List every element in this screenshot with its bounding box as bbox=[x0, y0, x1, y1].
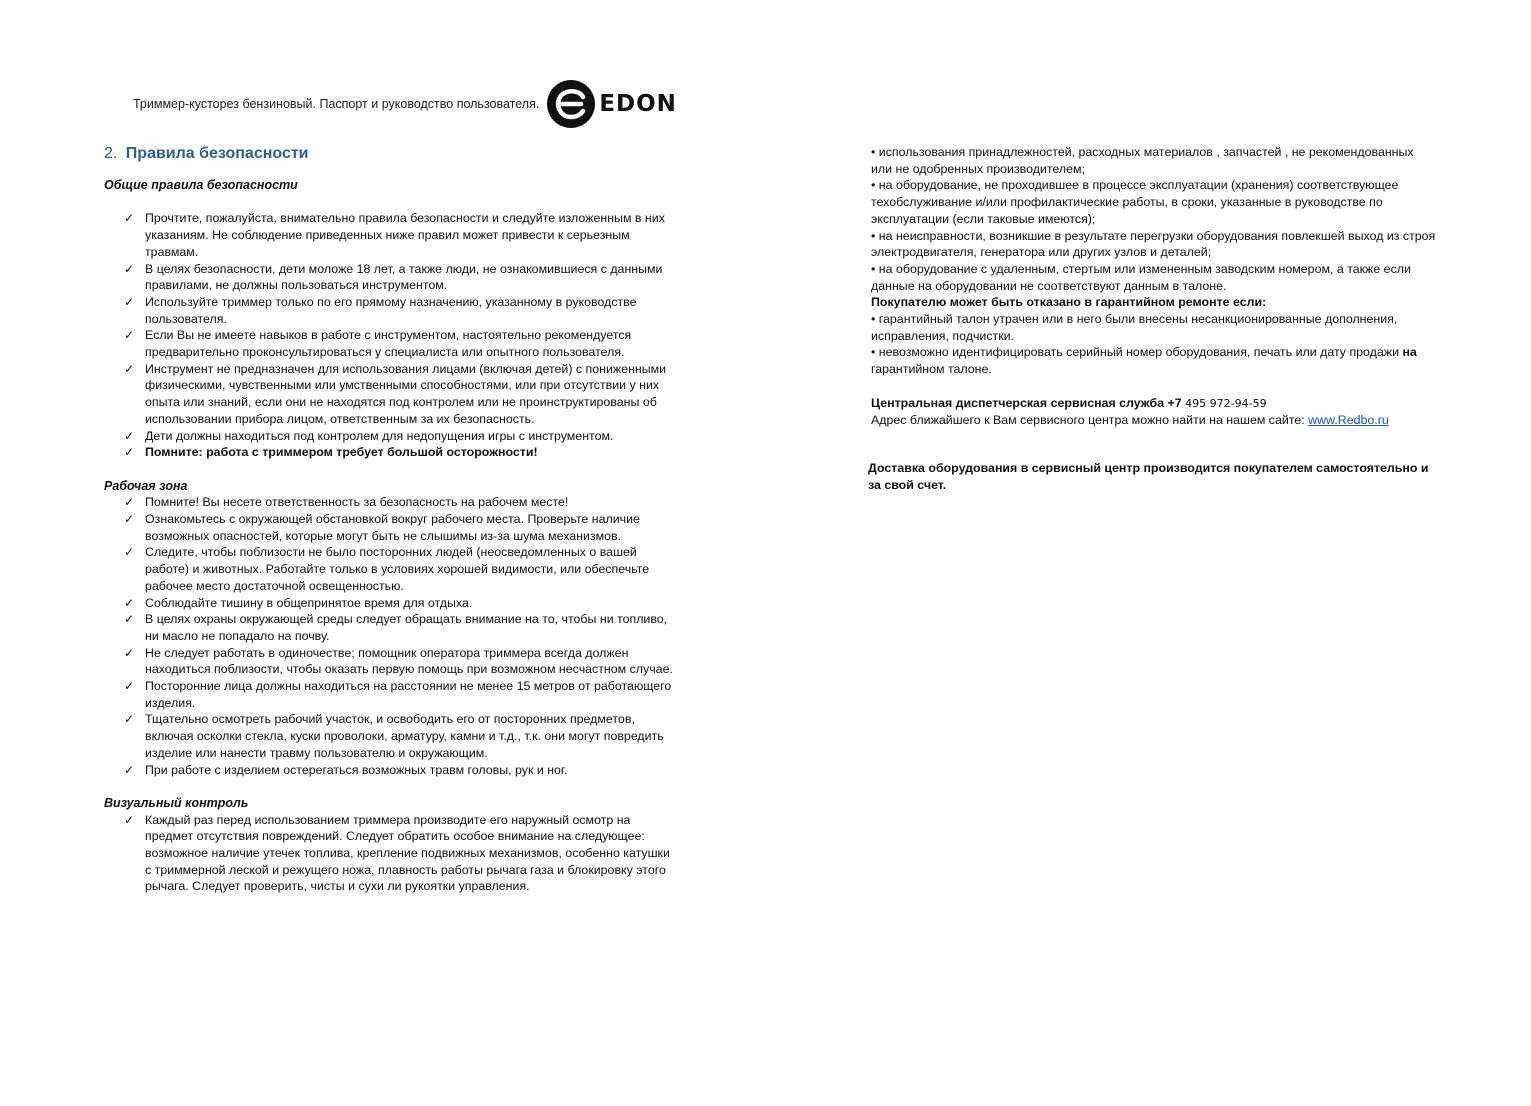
list-item: ✓ Не следует работать в одиночестве; помощник оператора триммера всегда должен находиться поблизости, чтобы оказать первую помощь при возможном несчастном случае. bbox=[124, 645, 673, 677]
checkmark-icon: ✓ bbox=[124, 495, 135, 510]
checkmark-icon: ✓ bbox=[124, 595, 135, 610]
list-item: ✓ Помните! Вы несете ответственность за безопасность на рабочем месте! bbox=[124, 495, 569, 510]
right-column bbox=[868, 144, 1437, 493]
list-item: ✓ В целях безопасности, дети моложе 18 лет, а также люди, не ознакомившиеся с данными правилами, не должны пользоваться инструментом. bbox=[124, 261, 663, 293]
refusal-item: • невозможно идентифицировать серийный номер оборудования, печать или дату продажи на гарантийном талоне. bbox=[871, 345, 1417, 377]
checkmark-icon: ✓ bbox=[124, 545, 135, 560]
checkmark-icon: ✓ bbox=[124, 812, 135, 827]
list-item: ✓ Ознакомьтесь с окружающей обстановкой вокруг рабочего места. Проверьте наличие возможных опасностей, которые могут быть не слышимы из-за шума механизмов. bbox=[124, 512, 640, 543]
list-item: ✓ В целях охраны окружающей среды следует обращать внимание на то, чтобы ни топливо, ни масло не попадало на почву. bbox=[124, 612, 668, 643]
address-line: Адрес ближайшего к Вам сервисного центра можно найти на нашем сайте: www.Redbo.ru bbox=[871, 413, 1389, 428]
checkmark-icon: ✓ bbox=[124, 211, 135, 226]
warranty-exclusion-item: • использования принадлежностей, расходных материалов , запчастей , не рекомендованных или не одобренных производителем; bbox=[871, 145, 1414, 176]
list-item: ✓ Каждый раз перед использованием триммера производите его наружный осмотр на предмет отсутствия повреждений. Следует обратить особое внимание на следующее: возможное наличие утечек топлива, крепление подвижных механизмов, особенно катушки с триммерной леской и режущего ножа, плавность работы рычага газа и блокировку этого рычага. Следует проверить, чисты и сухи ли рукоятки управления. bbox=[124, 812, 670, 894]
warranty-exclusion-item: • на неисправности, возникшие в результате перегрузки оборудования повлекшей выход из строя электродвигателя, генератора или других узлов и деталей; bbox=[871, 228, 1436, 260]
section-title bbox=[104, 143, 674, 165]
logo-text: EDON bbox=[599, 91, 677, 117]
checkmark-icon: ✓ bbox=[124, 328, 135, 343]
general-rules-heading: Общие правила безопасности bbox=[104, 178, 298, 192]
page-header bbox=[133, 78, 677, 130]
refusal-heading: Покупателю может быть отказано в гарантийном ремонте если: bbox=[871, 295, 1267, 310]
header-title: Триммер-кусторез бензиновый. Паспорт и руководство пользователя. bbox=[133, 97, 540, 111]
checkmark-icon: ✓ bbox=[124, 712, 135, 727]
delivery-note: Доставка оборудования в сервисный центр производится покупателем самостоятельно и за свой счет. bbox=[868, 460, 1429, 492]
work-zone-heading: Рабочая зона bbox=[104, 478, 188, 493]
list-item: ✓ Посторонние лица должны находиться на расстоянии не менее 15 метров от работающего изделия. bbox=[124, 679, 672, 710]
checkmark-icon: ✓ bbox=[124, 612, 135, 627]
list-item: ✓ При работе с изделием остерегаться возможных травм головы, рук и ног. bbox=[124, 762, 568, 777]
checkmark-icon: ✓ bbox=[124, 679, 135, 694]
list-item: ✓ Прочтите, пожалуйста, внимательно правила безопасности и следуйте изложенным в них указаниям. Не соблюдение приведенных ниже правил может привести к серьезным травмам. bbox=[124, 211, 665, 259]
warranty-exclusion-item: • на оборудование с удаленным, стертым или измененным заводским номером, а также если данные на оборудовании не соответствуют данным в талоне. bbox=[871, 261, 1411, 293]
service-label: Центральная диспетчерская сервисная служба +7 bbox=[871, 395, 1182, 410]
checkmark-icon: ✓ bbox=[124, 294, 135, 309]
general-rules-list bbox=[104, 210, 674, 461]
checkmark-icon: ✓ bbox=[124, 361, 135, 376]
section-number: 2. bbox=[104, 145, 118, 162]
list-item: ✓ Если Вы не имеете навыков в работе с инструментом, настоятельно рекомендуется предварительно проконсультироваться у специалиста или опытного пользователя. bbox=[124, 328, 632, 360]
section-heading: Правила безопасности bbox=[125, 145, 309, 162]
service-phone-line bbox=[871, 395, 1437, 413]
checkmark-icon: ✓ bbox=[124, 261, 135, 276]
edon-logo bbox=[545, 79, 677, 129]
list-item: ✓ Помните: работа с триммером требует большой осторожности! bbox=[124, 445, 538, 460]
left-column bbox=[104, 143, 674, 895]
list-item: ✓ Следите, чтобы поблизости не было посторонних людей (неосведомленных о вашей работе) и животных. Работайте только в условиях хорошей видимости, или обеспечьте рабочее место достаточной освещенностью. bbox=[124, 545, 650, 593]
refusal-item: • гарантийный талон утрачен или в него были внесены несанкционированные дополнения, исправления, подчистки. bbox=[871, 312, 1398, 343]
checkmark-icon: ✓ bbox=[124, 762, 135, 777]
website-link[interactable]: www.Redbo.ru bbox=[1308, 413, 1389, 428]
checkmark-icon: ✓ bbox=[124, 645, 135, 660]
list-item: ✓ Дети должны находиться под контролем для недопущения игры с инструментом. bbox=[124, 428, 614, 443]
edon-logo-icon bbox=[545, 79, 597, 129]
visual-control-heading: Визуальный контроль bbox=[104, 795, 249, 810]
list-item: ✓ Соблюдайте тишину в общепринятое время для отдыха. bbox=[124, 595, 473, 610]
warranty-exclusion-item: • на оборудование, не проходившее в процессе эксплуатации (хранения) соответствующее техобслуживание и/или профилактические работы, в сроки, указанные в руководстве по эксплуатации (если таковые имеются); bbox=[871, 178, 1399, 226]
list-item: ✓ Тщательно осмотреть рабочий участок, и освободить его от посторонних предметов, включая осколки стекла, куски проволоки, арматуру, камни и т.д., т.к. они могут повредить изделие или нанести травму пользователю и окружающим. bbox=[124, 712, 664, 760]
list-item: ✓ Используйте триммер только по его прямому назначению, указанному в руководстве пользователя. bbox=[124, 294, 637, 326]
list-item: ✓ Инструмент не предназначен для использования лицами (включая детей) с пониженными физическими, чувственными или умственными способностями, или при отсутствии у них опыта или знаний, если они не находятся под контролем или не проинструктированы об использовании прибора лицом, ответственным за их безопасность. bbox=[124, 361, 667, 426]
work-zone-list bbox=[104, 494, 674, 778]
checkmark-icon: ✓ bbox=[124, 512, 135, 527]
checkmark-icon: ✓ bbox=[124, 445, 135, 460]
visual-control-list bbox=[104, 812, 674, 896]
checkmark-icon: ✓ bbox=[124, 428, 135, 443]
service-phone: 495 972-94-59 bbox=[1181, 396, 1267, 410]
